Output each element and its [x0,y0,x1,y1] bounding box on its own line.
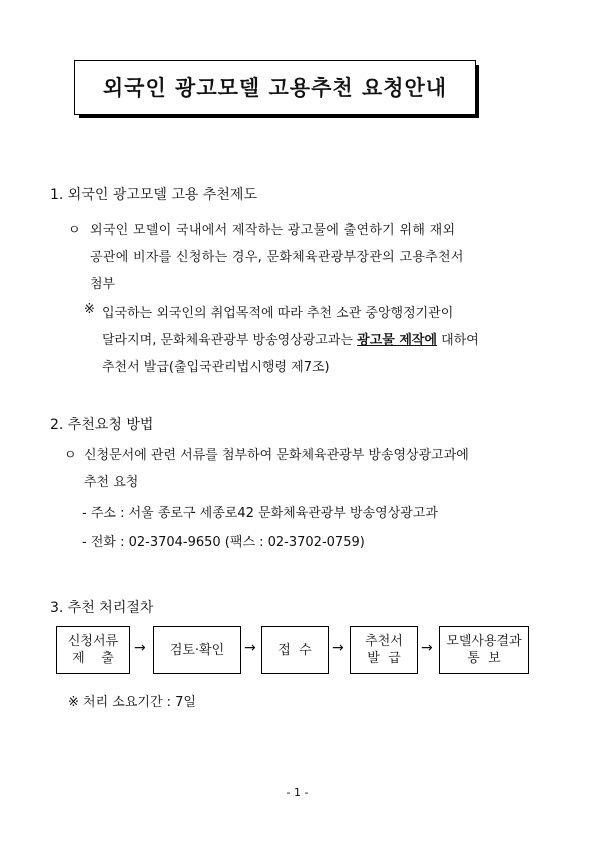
section-1-note-line-1: 입국하는 외국인의 취업목적에 따라 추천 소관 중앙행정기관이 [102,306,454,321]
flow-step-label: 제 출 [72,651,114,666]
section-2-bullet-line-1: 신청문서에 관련 서류를 첨부하여 문화체육관광부 방송영상광고과에 [84,448,469,463]
processing-time-note: ※ 처리 소요기간 : 7일 [68,695,196,710]
flow-step-label: 발 급 [367,651,401,666]
title-box [74,60,476,115]
section-1-note-line-3: 추천서 발급(출입국관리법시행령 제7조) [102,360,330,375]
note-line-2-post: 대하여 [437,333,479,348]
flow-step-issue [350,626,418,674]
section-2-heading: 2. 추천요청 방법 [50,417,154,433]
page-number: - 1 - [286,786,309,799]
section-1-bullet-line-3: 첨부 [90,277,116,292]
section-3-heading: 3. 추천 처리절차 [50,600,154,616]
section-1-note-mark: ※ [84,302,95,317]
flow-step-receipt [261,626,329,674]
flow-step-label: 접 수 [278,642,312,658]
flow-arrow: → [421,640,433,656]
flow-step-label: 추천서 [365,634,403,649]
note-line-2-emphasis: 광고물 제작에 [357,333,438,348]
phone-line: - 전화 : 02-3704-9650 (팩스 : 02-3702-0759) [82,535,365,550]
flow-step-label: 신청서류 [67,634,119,649]
section-1-bullet-mark: ㅇ [68,223,81,238]
flow-step-label: 통 보 [467,651,501,666]
section-2-bullet-line-2: 추천 요청 [84,475,139,490]
section-1-heading: 1. 외국인 광고모델 고용 추천제도 [50,187,257,203]
flow-step-review [153,626,241,674]
section-2-bullet-mark: ㅇ [64,448,77,463]
section-1-note-line-2 [102,329,479,348]
flow-step-label: 검토·확인 [169,642,225,658]
section-1-bullet-line-2: 공관에 비자를 신청하는 경우, 문화체육관광부장관의 고용추천서 [90,250,464,265]
flow-arrow: → [332,640,344,656]
section-1-bullet-line-1: 외국인 모델이 국내에서 제작하는 광고물에 출연하기 위해 재외 [90,223,456,238]
note-line-2-pre: 달라지며, 문화체육관광부 방송영상광고과는 [102,333,358,348]
flow-arrow: → [244,640,256,656]
flow-step-label: 모델사용결과 [446,634,522,649]
address-line: - 주소 : 서울 종로구 세종로42 문화체육관광부 방송영상광고과 [82,506,438,521]
flow-step-report [439,626,529,674]
flow-arrow: → [134,640,146,656]
document-title: 외국인 광고모델 고용추천 요청안내 [102,75,448,100]
flow-step-submit [56,626,130,674]
